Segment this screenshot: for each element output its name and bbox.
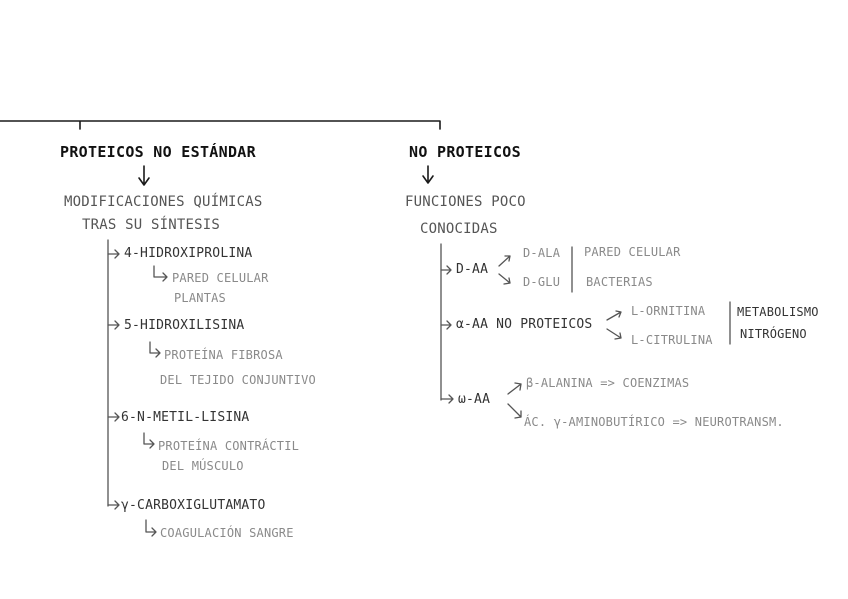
left-branch-4 — [108, 501, 119, 509]
right-intro-line-1: FUNCIONES POCO — [405, 194, 526, 210]
group-alpha-label: α-AA NO PROTEICOS — [456, 317, 593, 332]
right-branch-3 — [441, 395, 453, 403]
left-item-2-detail-1: PROTEÍNA FIBROSA — [164, 348, 283, 362]
left-item-4-detail-1: COAGULACIÓN SANGRE — [160, 526, 294, 540]
left-item-4-label: γ-CARBOXIGLUTAMATO — [121, 498, 266, 513]
group-omega-child-1: β-ALANINA => COENZIMAS — [526, 376, 690, 390]
left-sub-arrow-4 — [146, 520, 156, 536]
group-alpha-child-2: L-CITRULINA — [631, 333, 713, 347]
fork-alpha — [607, 311, 621, 339]
fork-daa — [499, 256, 510, 284]
left-down-arrow — [139, 166, 149, 185]
left-item-3-label: 6-N-METIL-LISINA — [121, 410, 250, 425]
left-branch-1 — [108, 250, 119, 258]
left-title: PROTEICOS NO ESTÁNDAR — [60, 143, 256, 161]
left-item-3-detail-2: DEL MÚSCULO — [162, 459, 244, 473]
fork-omega — [508, 383, 521, 418]
group-daa-note-1: PARED CELULAR — [584, 245, 681, 259]
left-sub-arrow-3 — [144, 433, 154, 448]
left-item-3-detail-1: PROTEÍNA CONTRÁCTIL — [158, 439, 300, 453]
left-branch-3 — [108, 413, 119, 421]
right-down-arrow — [423, 166, 433, 183]
group-daa-child-2: D-GLU — [523, 275, 561, 289]
left-item-1-label: 4-HIDROXIPROLINA — [124, 246, 253, 261]
group-alpha-child-1: L-ORNITINA — [631, 304, 706, 318]
left-intro-line-1: MODIFICACIONES QUÍMICAS — [64, 194, 263, 210]
left-item-2-detail-2: DEL TEJIDO CONJUNTIVO — [160, 373, 316, 387]
top-bracket — [0, 121, 440, 129]
right-branch-1 — [441, 266, 451, 274]
left-branch-2 — [108, 321, 119, 329]
left-sub-arrow-1 — [154, 266, 167, 281]
right-branch-2 — [441, 321, 451, 329]
left-intro-line-2: TRAS SU SÍNTESIS — [82, 217, 221, 233]
group-alpha-note-2: NITRÓGENO — [740, 327, 807, 341]
group-omega-label: ω-AA — [458, 392, 491, 407]
right-title: NO PROTEICOS — [409, 143, 521, 161]
left-item-2-label: 5-HIDROXILISINA — [124, 318, 245, 333]
left-sub-arrow-2 — [150, 342, 160, 357]
group-daa-child-1: D-ALA — [523, 246, 561, 260]
right-intro-line-2: CONOCIDAS — [420, 221, 498, 237]
group-alpha-note-1: METABOLISMO — [737, 305, 819, 319]
left-item-1-detail-1: PARED CELULAR — [172, 271, 269, 285]
left-item-1-detail-2: PLANTAS — [174, 291, 226, 305]
group-omega-child-2: ÁC. γ-AMINOBUTÍRICO => NEUROTRANSM. — [524, 415, 784, 429]
group-daa-label: D-AA — [456, 262, 489, 277]
group-daa-note-2: BACTERIAS — [586, 275, 653, 289]
